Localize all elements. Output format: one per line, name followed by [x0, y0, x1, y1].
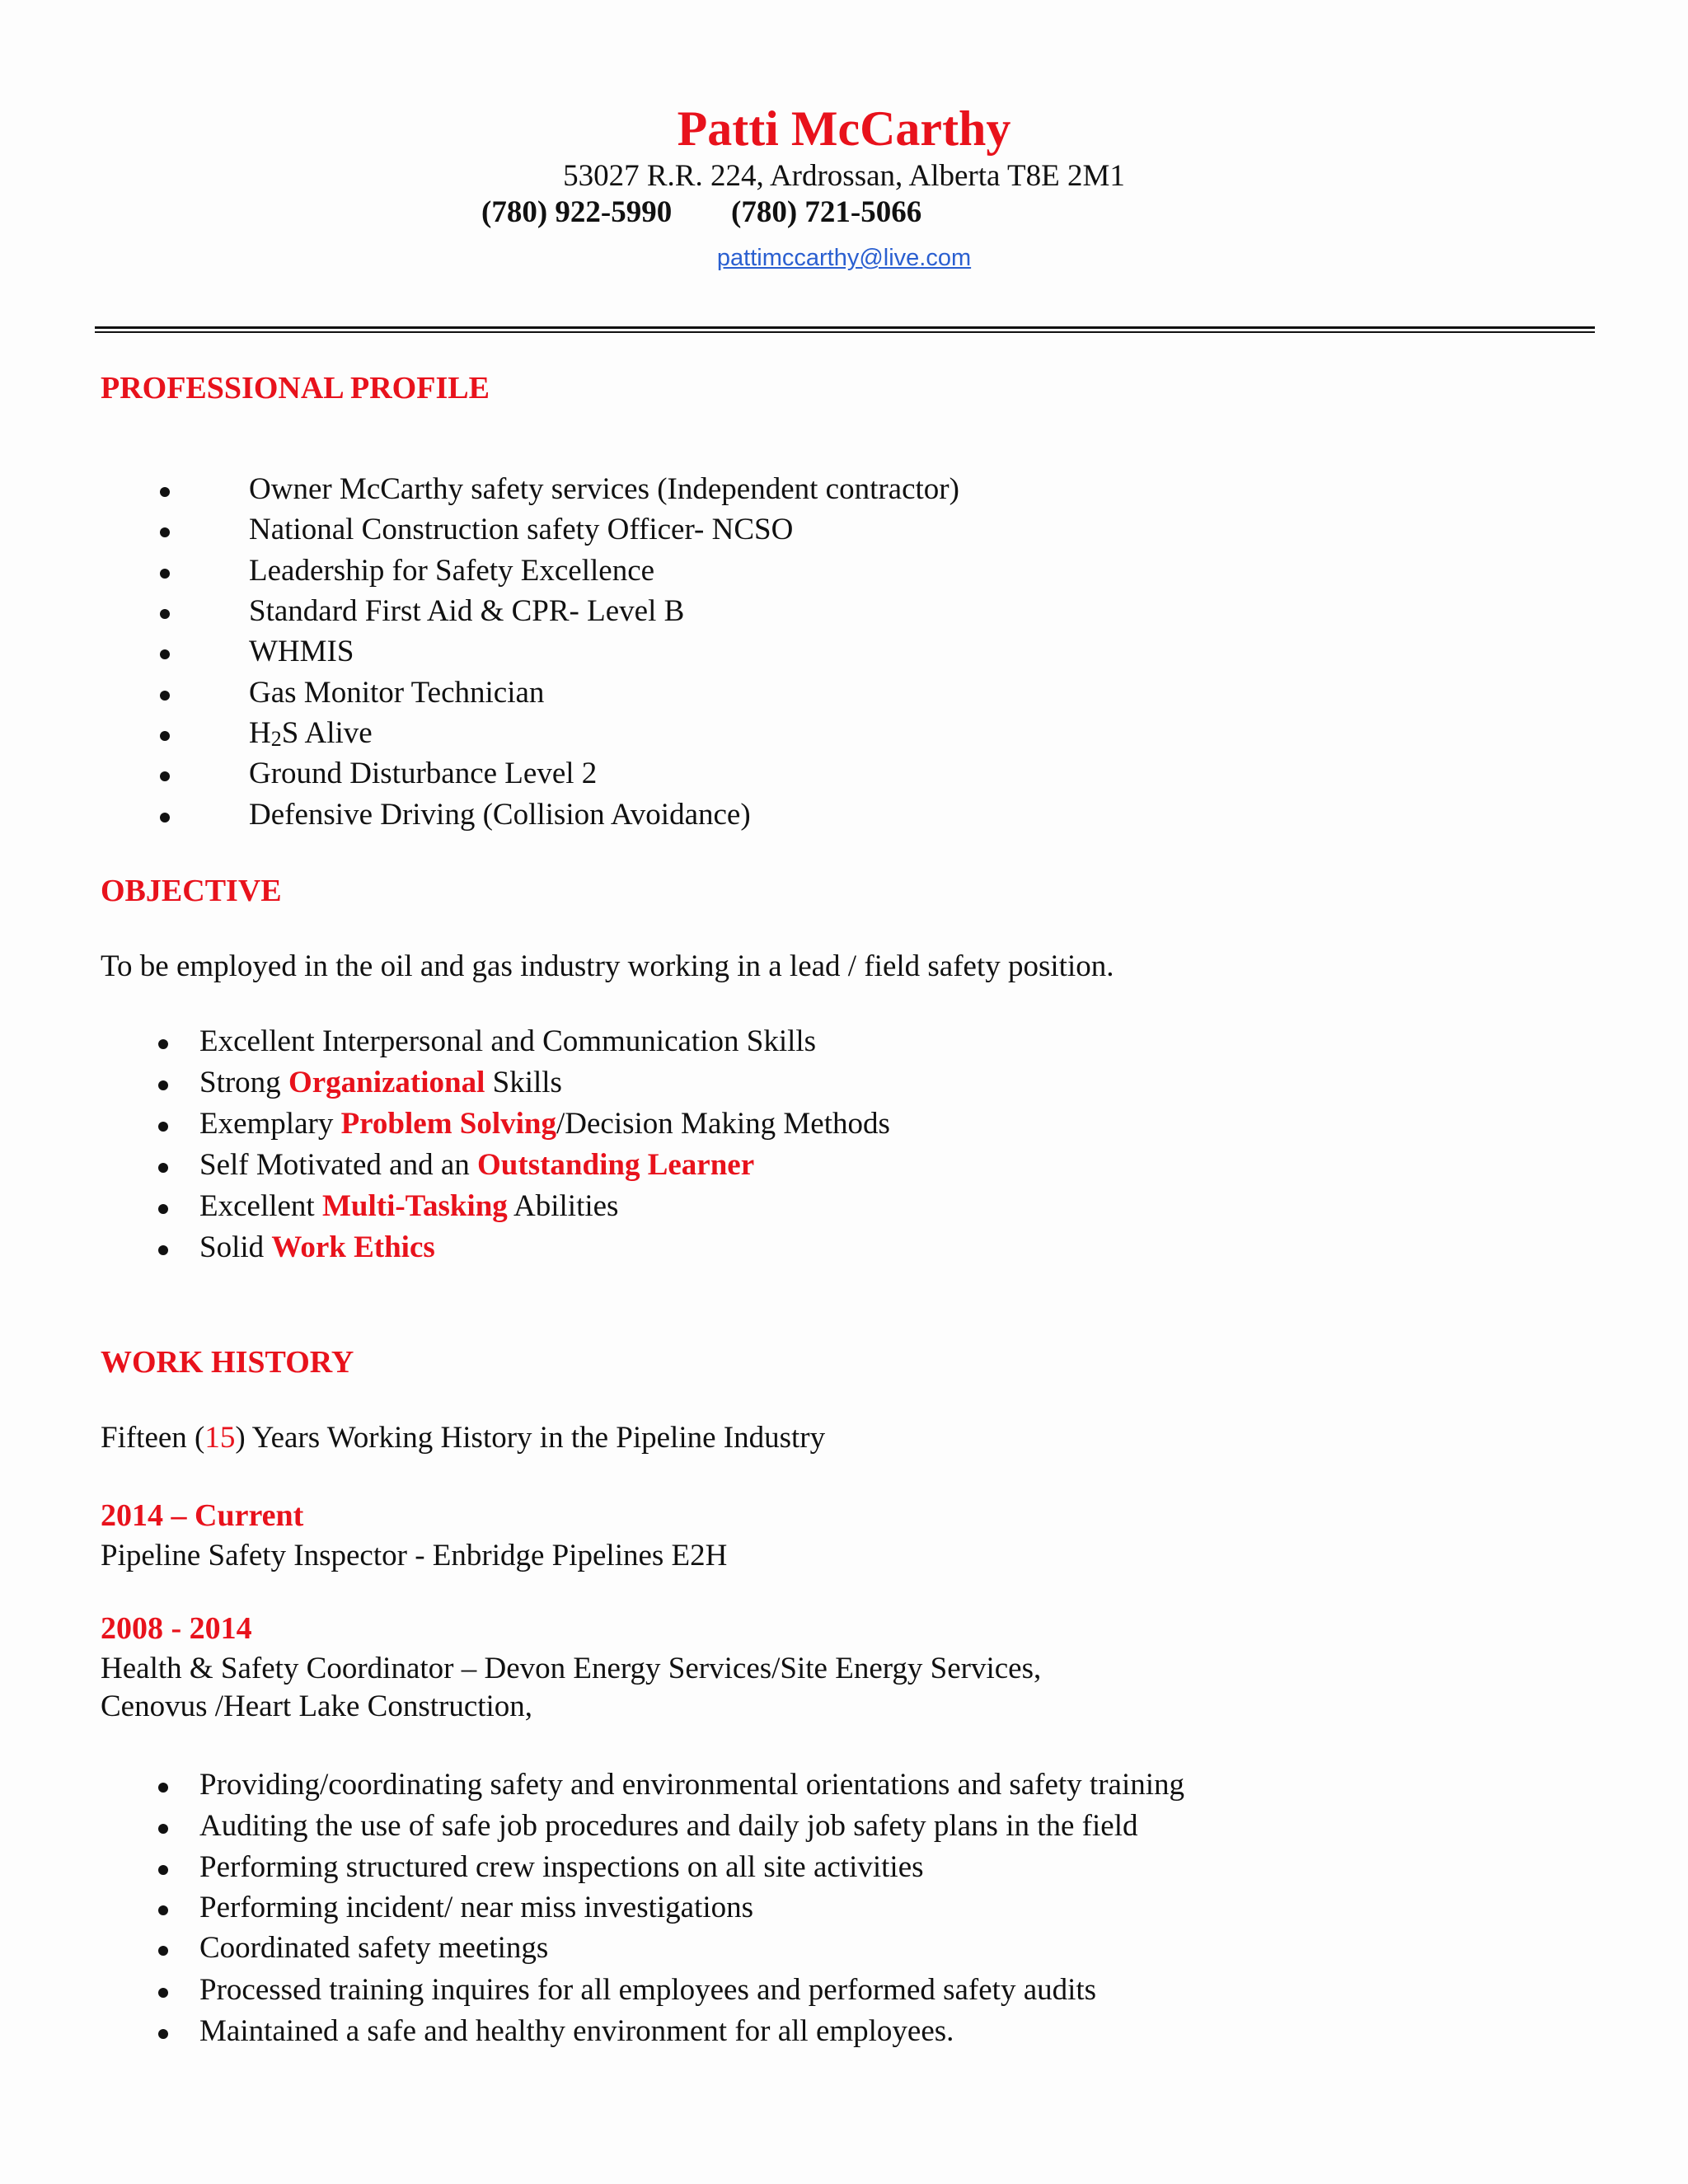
bullet [160, 813, 170, 823]
bullet [158, 1039, 168, 1049]
duty-item: Performing incident/ near miss investigations [199, 1891, 754, 1924]
job1-title: Pipeline Safety Inspector - Enbridge Pipelines E2H [101, 1539, 728, 1572]
skill-item [199, 1230, 435, 1266]
phone-primary: (780) 922-5990 [481, 195, 673, 229]
skill-highlight: Multi-Tasking [321, 1189, 508, 1223]
bullet [158, 1946, 168, 1956]
skill-text: Strong [199, 1066, 288, 1099]
skill-item [199, 1188, 618, 1225]
header-rule-bottom [95, 331, 1595, 333]
bullet [158, 1204, 168, 1214]
years-count: 15 [204, 1421, 236, 1455]
bullet [158, 1905, 168, 1915]
bullet [158, 1122, 168, 1132]
work-summary [101, 1420, 825, 1456]
profile-item: National Construction safety Officer- NCSO [249, 513, 794, 546]
skill-item [199, 1024, 816, 1060]
bullet [160, 649, 170, 659]
email-link[interactable]: pattimccarthy@live.com [716, 245, 972, 271]
skill-item [199, 1065, 562, 1101]
duty-item: Coordinated safety meetings [199, 1931, 549, 1965]
bullet [158, 1245, 168, 1255]
phone-secondary: (780) 721-5066 [731, 195, 922, 229]
bullet [160, 691, 170, 701]
bullet [158, 1865, 168, 1875]
h2s-rest: S Alive [281, 716, 373, 750]
skill-highlight: Outstanding Learner [477, 1148, 755, 1182]
skill-text: /Decision Making Methods [556, 1107, 890, 1141]
duty-item: Auditing the use of safe job procedures and daily job safety plans in the field [199, 1809, 1138, 1843]
bullet [158, 1824, 168, 1834]
bullet [158, 1783, 168, 1793]
duty-item: Performing structured crew inspections on all site activities [199, 1850, 924, 1884]
skill-item [199, 1106, 890, 1142]
bullet [158, 1163, 168, 1173]
job2-dates: 2008 - 2014 [101, 1611, 252, 1646]
bullet [160, 731, 170, 741]
job1-dates: 2014 – Current [101, 1498, 304, 1533]
objective-text: To be employed in the oil and gas industry working in a lead / field safety position. [101, 949, 1114, 983]
profile-heading: PROFESSIONAL PROFILE [101, 371, 490, 405]
job2-employers: Cenovus /Heart Lake Construction, [101, 1690, 533, 1723]
summary-text: ) Years Working History in the Pipeline Industry [235, 1421, 826, 1455]
profile-item: Owner McCarthy safety services (Independent contractor) [249, 472, 959, 506]
profile-item: Defensive Driving (Collision Avoidance) [249, 798, 751, 832]
skill-highlight: Work Ethics [271, 1230, 435, 1264]
skill-text: Exemplary [199, 1107, 341, 1141]
skill-text: Self Motivated and an [199, 1148, 478, 1182]
bullet [160, 771, 170, 781]
profile-item: Ground Disturbance Level 2 [249, 757, 598, 790]
skill-text: Solid [199, 1230, 272, 1264]
duty-item: Processed training inquires for all employees and performed safety audits [199, 1973, 1097, 2007]
h2s-h: H [249, 716, 271, 750]
address: 53027 R.R. 224, Ardrossan, Alberta T8E 2M1 [563, 159, 1125, 193]
skill-highlight: Problem Solving [340, 1107, 556, 1141]
profile-item-h2s [249, 715, 373, 752]
skill-text: Excellent [199, 1189, 322, 1223]
bullet [160, 569, 170, 579]
header-rule-top [95, 326, 1595, 329]
skill-text: Abilities [507, 1189, 619, 1223]
profile-item: WHMIS [249, 635, 354, 668]
bullet [160, 487, 170, 497]
skill-highlight: Organizational [288, 1066, 485, 1099]
duty-item: Providing/coordinating safety and environmental orientations and safety training [199, 1768, 1185, 1802]
skill-item [199, 1147, 754, 1183]
skill-text: Excellent Interpersonal and Communication Skills [199, 1024, 817, 1058]
candidate-name: Patti McCarthy [677, 101, 1011, 156]
bullet [158, 2029, 168, 2039]
skill-text: Skills [485, 1066, 562, 1099]
duty-item: Maintained a safe and healthy environment for all employees. [199, 2014, 954, 2048]
work-heading: WORK HISTORY [101, 1345, 354, 1380]
profile-item: Gas Monitor Technician [249, 676, 545, 710]
objective-heading: OBJECTIVE [101, 874, 282, 908]
profile-item: Standard First Aid & CPR- Level B [249, 594, 685, 628]
summary-text: Fifteen ( [101, 1421, 205, 1455]
bullet [160, 609, 170, 619]
bullet [160, 527, 170, 537]
h2s-subscript: 2 [270, 727, 282, 751]
job2-title: Health & Safety Coordinator – Devon Energy Services/Site Energy Services, [101, 1652, 1042, 1685]
profile-item: Leadership for Safety Excellence [249, 554, 655, 588]
bullet [158, 1080, 168, 1090]
bullet [158, 1988, 168, 1998]
